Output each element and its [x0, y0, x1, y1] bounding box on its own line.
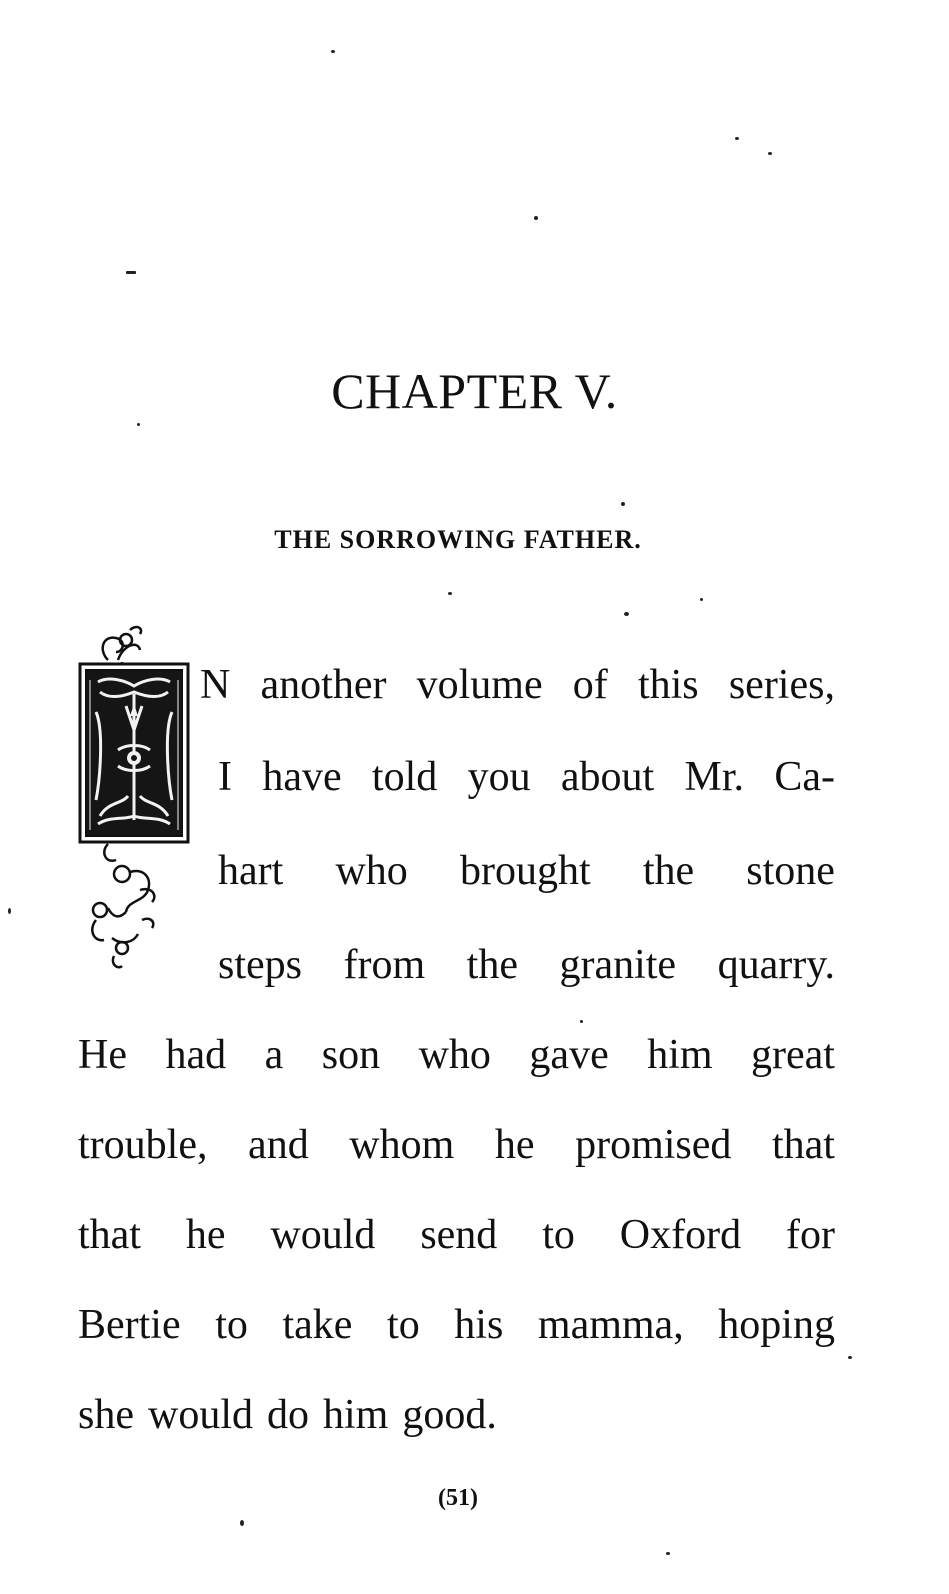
body-line: hart who brought the stone	[218, 848, 835, 894]
chapter-subtitle: THE SORROWING FATHER.	[274, 525, 642, 554]
scan-speck	[534, 216, 538, 220]
body-line: He had a son who gave him great	[78, 1032, 835, 1078]
scan-speck	[621, 502, 625, 506]
scan-speck	[700, 598, 703, 601]
body-line: she would do him good.	[78, 1392, 497, 1438]
scan-speck	[8, 908, 11, 914]
scan-speck	[580, 1020, 583, 1023]
body-line: I have told you about Mr. Ca-	[218, 754, 835, 800]
scan-speck	[240, 1520, 244, 1526]
body-line: trouble, and whom he promised that	[78, 1122, 835, 1168]
scan-speck	[768, 152, 772, 155]
scan-speck	[137, 423, 140, 426]
scan-speck	[448, 592, 452, 595]
scan-speck	[126, 271, 136, 274]
body-line: Bertie to take to his mamma, hoping	[78, 1302, 835, 1348]
scan-speck	[331, 50, 335, 53]
scan-speck	[666, 1552, 670, 1555]
scan-speck	[848, 1356, 852, 1359]
page-number: (51)	[438, 1485, 478, 1511]
body-line: N another volume of this series,	[200, 662, 835, 708]
scan-speck	[735, 137, 739, 140]
scan-speck	[624, 612, 629, 616]
ornamental-initial-i-icon	[78, 620, 193, 975]
body-line: that he would send to Oxford for	[78, 1212, 835, 1258]
body-line: steps from the granite quarry.	[218, 942, 835, 988]
chapter-title: CHAPTER V.	[331, 363, 618, 419]
